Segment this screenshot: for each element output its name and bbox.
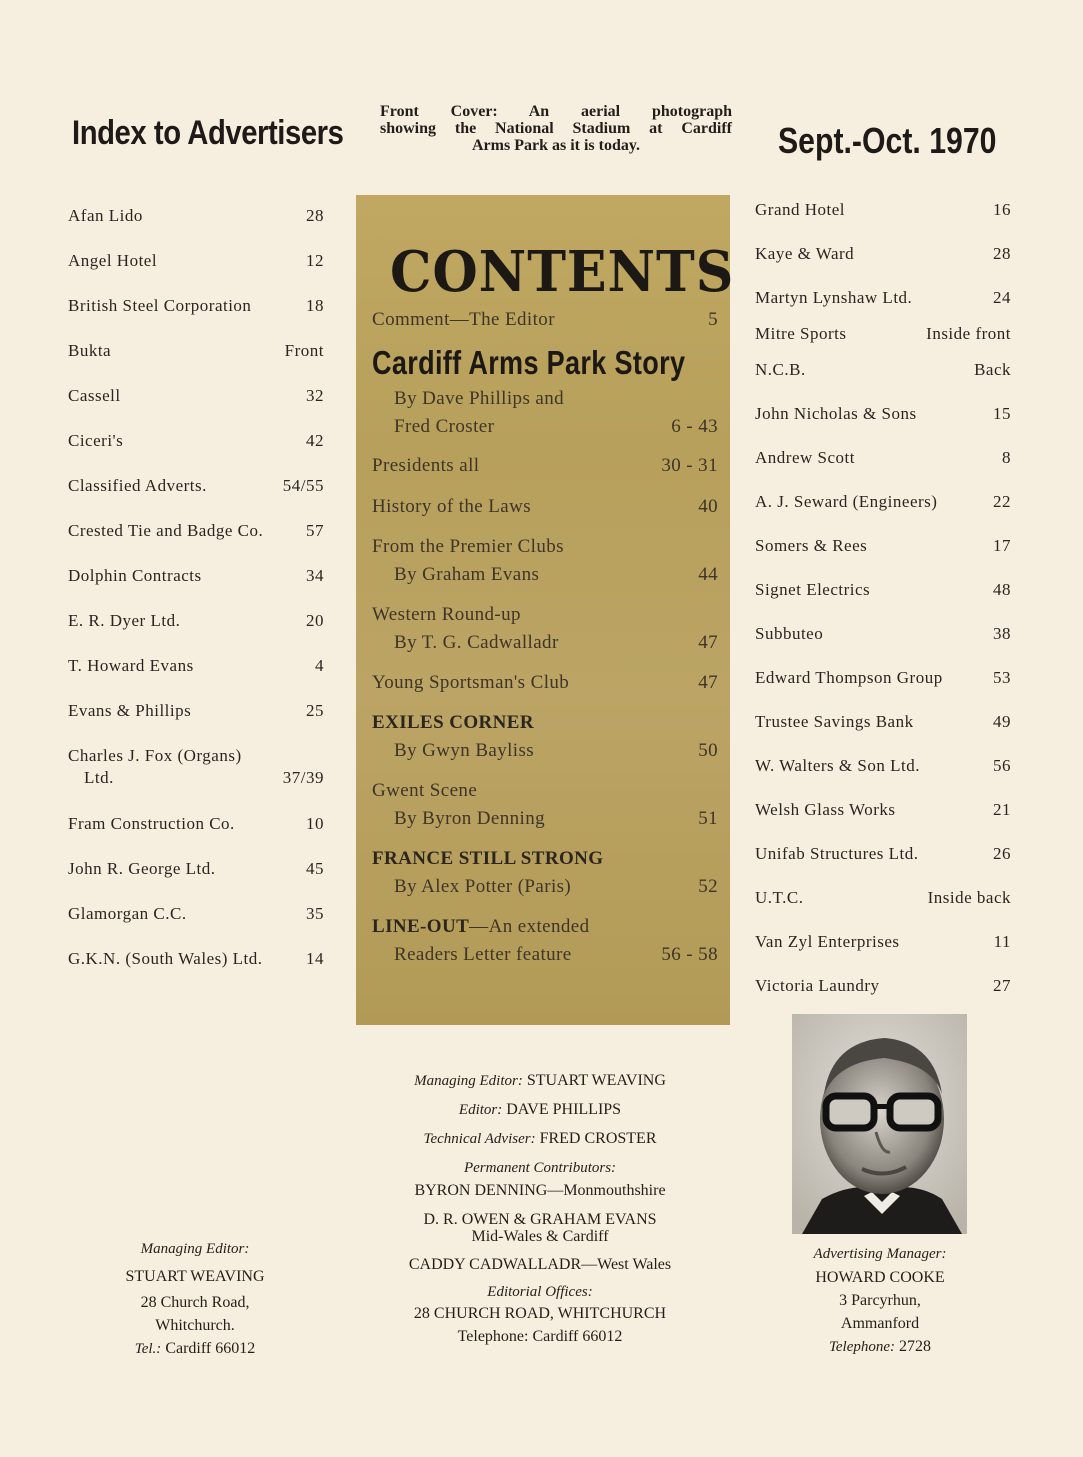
contents-entry-laws: History of the Laws 40 [372,496,718,517]
address-line: 3 Parcyrhun, [839,1292,921,1309]
list-item: G.K.N. (South Wales) Ltd. 14 [68,949,324,968]
role-label: Editorial Offices: [487,1284,593,1300]
list-item: Van Zyl Enterprises 11 [755,932,1011,951]
list-item: Charles J. Fox (Organs) Ltd. 37/39 [68,746,324,787]
list-item: Glamorgan C.C. 35 [68,904,324,923]
portrait-photo [792,1014,967,1234]
cover-note-line: Front Cover: An aerial photograph [380,103,732,120]
list-item: Welsh Glass Works 21 [755,800,1011,819]
staff-name: FRED CROSTER [539,1130,657,1147]
list-item: Evans & Phillips 25 [68,701,324,720]
portrait-image [792,1014,967,1234]
role-label: Managing Editor: [140,1241,250,1257]
staff-name: D. R. OWEN & GRAHAM EVANS [423,1211,657,1228]
staff-name: STUART WEAVING [125,1268,265,1285]
contents-panel [356,195,735,1025]
staff-credits [360,1072,720,1346]
list-item: Andrew Scott 8 [755,448,1011,467]
list-item: W. Walters & Son Ltd. 56 [755,756,1011,775]
list-item: T. Howard Evans 4 [68,656,324,675]
staff-name: STUART WEAVING [526,1072,666,1089]
list-item: Afan Lido 28 [68,206,324,225]
role-label: Editor: [458,1102,503,1118]
list-item: Subbuteo 38 [755,624,1011,643]
list-item: N.C.B. Back [755,360,1011,379]
tel-number: Cardiff 66012 [165,1340,256,1357]
front-cover-note [380,103,732,154]
address-line: Whitchurch. [155,1317,235,1334]
office-address: 28 CHURCH ROAD, WHITCHURCH [413,1305,667,1322]
page-title: Index to Advertisers [72,114,344,152]
list-item: Angel Hotel 12 [68,251,324,270]
advertisers-list-right [755,197,1011,1017]
issue-date: Sept.-Oct. 1970 [778,120,997,161]
story-headline: Cardiff Arms Park Story [372,344,686,381]
list-item: Trustee Savings Bank 49 [755,712,1011,731]
cover-note-line: showing the National Stadium at Cardiff [380,120,732,137]
list-item: Edward Thompson Group 53 [755,668,1011,687]
contents-entry-gwent: Gwent Scene By Byron Denning 51 [372,780,718,829]
list-item: Victoria Laundry 27 [755,976,1011,995]
list-item: Somers & Rees 17 [755,536,1011,555]
staff-name: DAVE PHILLIPS [506,1101,622,1118]
list-item: E. R. Dyer Ltd. 20 [68,611,324,630]
contents-entry-lineout: LINE-OUT—An extended Readers Letter feature 56 - 58 [372,916,718,965]
role-label: Advertising Manager: [813,1246,947,1262]
staff-name: HOWARD COOKE [815,1269,945,1286]
contents-entry-western: Western Round-up By T. G. Cadwalladr 47 [372,604,718,653]
role-label: Permanent Contributors: [463,1160,617,1176]
list-item: John Nicholas & Sons 15 [755,404,1011,423]
advertising-manager-block [780,1243,980,1359]
list-item: Signet Electrics 48 [755,580,1011,599]
list-item: British Steel Corporation 18 [68,296,324,315]
tel-label: Tel.: [134,1341,162,1357]
contents-entry-story: Cardiff Arms Park Story By Dave Phillips and Fred Croster 6 - 43 [372,344,718,437]
list-item: U.T.C. Inside back [755,888,1011,907]
address-line: Ammanford [840,1315,920,1332]
staff-area: Mid-Wales & Cardiff [471,1228,609,1245]
contents-title: CONTENTS [390,239,735,305]
contents-entry-premier: From the Premier Clubs By Graham Evans 44 [372,536,718,585]
list-item: John R. George Ltd. 45 [68,859,324,878]
list-item: Classified Adverts. 54/55 [68,476,324,495]
list-item: Crested Tie and Badge Co. 57 [68,521,324,540]
managing-editor-block [95,1238,295,1361]
contents-entry-presidents: Presidents all 30 - 31 [372,455,718,476]
list-item: Fram Construction Co. 10 [68,814,324,833]
tel-number: 2728 [899,1338,932,1355]
role-label: Managing Editor: [414,1073,523,1089]
contents-entry-exiles: EXILES CORNER By Gwyn Bayliss 50 [372,712,718,761]
office-phone: Telephone: Cardiff 66012 [457,1328,623,1345]
cover-note-line: Arms Park as it is today. [472,137,640,154]
address-line: 28 Church Road, [140,1294,250,1311]
role-label: Technical Adviser: [423,1131,536,1147]
list-item: A. J. Seward (Engineers) 22 [755,492,1011,511]
list-item: Unifab Structures Ltd. 26 [755,844,1011,863]
list-item: Kaye & Ward 28 [755,244,1011,263]
list-item: Martyn Lynshaw Ltd. 24 [755,288,1011,307]
contents-entry-young: Young Sportsman's Club 47 [372,672,718,693]
list-item: Cassell 32 [68,386,324,405]
list-item: Bukta Front [68,341,324,360]
contents-entry-france: FRANCE STILL STRONG By Alex Potter (Paris) 52 [372,848,718,897]
staff-name: CADDY CADWALLADR—West Wales [408,1256,672,1273]
staff-name: BYRON DENNING—Monmouthshire [414,1182,666,1199]
contents-entry-comment: Comment—The Editor 5 [372,309,718,330]
list-item: Ciceri's 42 [68,431,324,450]
list-item: Grand Hotel 16 [755,200,1011,219]
advertisers-list-left [68,203,324,991]
list-item: Dolphin Contracts 34 [68,566,324,585]
tel-label: Telephone: [828,1339,896,1355]
list-item: Mitre Sports Inside front [755,324,1011,343]
